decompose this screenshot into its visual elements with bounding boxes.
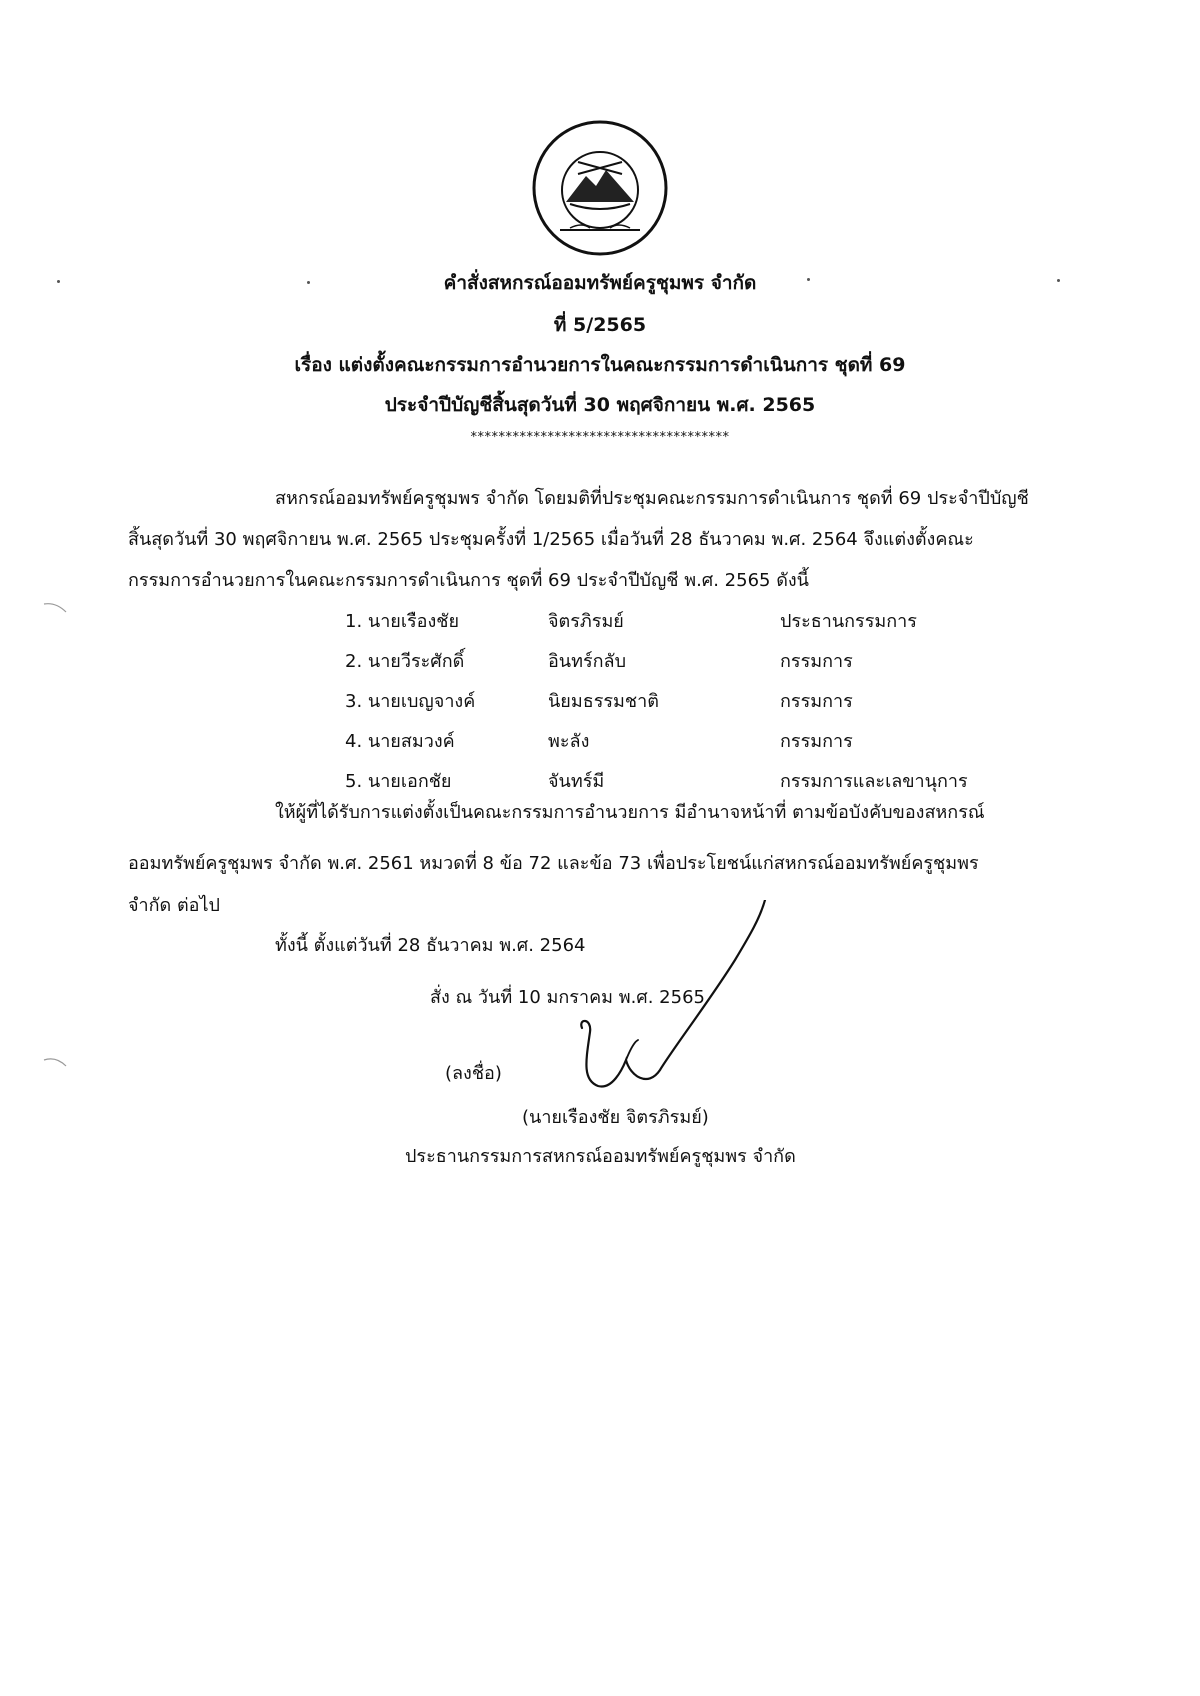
member-first-name: 2. นายวีระศักดิ์ — [345, 651, 465, 672]
order-number: ที่ 5/2565 — [553, 314, 647, 336]
cooperative-seal-logo — [530, 118, 670, 258]
member-role: กรรมการ — [780, 731, 853, 752]
order-title: คำสั่งสหกรณ์ออมทรัพย์ครูชุมพร จำกัด — [443, 272, 757, 294]
paragraph-2-line-1: ให้ผู้ที่ได้รับการแต่งตั้งเป็นคณะกรรมการอำนวยการ มีอำนาจหน้าที่ ตามข้อบังคับของสหกรณ์ — [275, 802, 985, 823]
member-first-name: 5. นายเอกชัย — [345, 771, 452, 792]
order-subject: เรื่อง แต่งตั้งคณะกรรมการอำนวยการในคณะกรรมการดำเนินการ ชุดที่ 69 — [294, 354, 906, 376]
paragraph-2-line-3: จำกัด ต่อไป — [128, 895, 220, 916]
paragraph-1-line-1: สหกรณ์ออมทรัพย์ครูชุมพร จำกัด โดยมติที่ประชุมคณะกรรมการดำเนินการ ชุดที่ 69 ประจำปีบัญชี — [275, 488, 1029, 509]
ordered-date: สั่ง ณ วันที่ 10 มกราคม พ.ศ. 2565 — [430, 987, 705, 1008]
member-last-name: จิตรภิรมย์ — [548, 611, 624, 632]
signed-label: (ลงชื่อ) — [445, 1063, 502, 1084]
member-last-name: นิยมธรรมชาติ — [548, 691, 659, 712]
member-last-name: พะลัง — [548, 731, 590, 752]
member-role: กรรมการและเลขานุการ — [780, 771, 968, 792]
signer-title: ประธานกรรมการสหกรณ์ออมทรัพย์ครูชุมพร จำกัด — [405, 1146, 796, 1167]
scan-mark — [40, 600, 80, 620]
member-role: ประธานกรรมการ — [780, 611, 917, 632]
paragraph-1-line-2: สิ้นสุดวันที่ 30 พฤศจิกายน พ.ศ. 2565 ประชุมครั้งที่ 1/2565 เมื่อวันที่ 28 ธันวาคม พ.ศ. 2564 จึงแต่งตั้งคณะ — [128, 529, 974, 550]
member-first-name: 4. นายสมวงค์ — [345, 731, 455, 752]
member-first-name: 3. นายเบญจางค์ — [345, 691, 476, 712]
signer-name: (นายเรืองชัย จิตรภิรมย์) — [522, 1107, 709, 1128]
separator-line: ************************************* — [470, 430, 730, 445]
scan-speck — [307, 281, 310, 284]
scan-speck — [1057, 279, 1060, 282]
member-role: กรรมการ — [780, 691, 853, 712]
member-last-name: อินทร์กลับ — [548, 651, 627, 672]
paragraph-1-line-3: กรรมการอำนวยการในคณะกรรมการดำเนินการ ชุดที่ 69 ประจำปีบัญชี พ.ศ. 2565 ดังนี้ — [128, 570, 809, 591]
member-role: กรรมการ — [780, 651, 853, 672]
paragraph-2-line-2: ออมทรัพย์ครูชุมพร จำกัด พ.ศ. 2561 หมวดที่ 8 ข้อ 72 และข้อ 73 เพื่อประโยชน์แก่สหกรณ์ออมทรัพย์ครูชุมพร — [128, 853, 979, 874]
member-last-name: จันทร์มี — [548, 771, 605, 792]
scan-speck — [807, 278, 810, 281]
handwritten-signature — [560, 900, 820, 1100]
scan-speck — [57, 280, 60, 283]
effective-date: ทั้งนี้ ตั้งแต่วันที่ 28 ธันวาคม พ.ศ. 2564 — [275, 935, 586, 956]
member-first-name: 1. นายเรืองชัย — [345, 611, 460, 632]
scan-mark — [40, 1054, 80, 1074]
order-fiscal-year: ประจำปีบัญชีสิ้นสุดวันที่ 30 พฤศจิกายน พ.ศ. 2565 — [384, 394, 816, 416]
